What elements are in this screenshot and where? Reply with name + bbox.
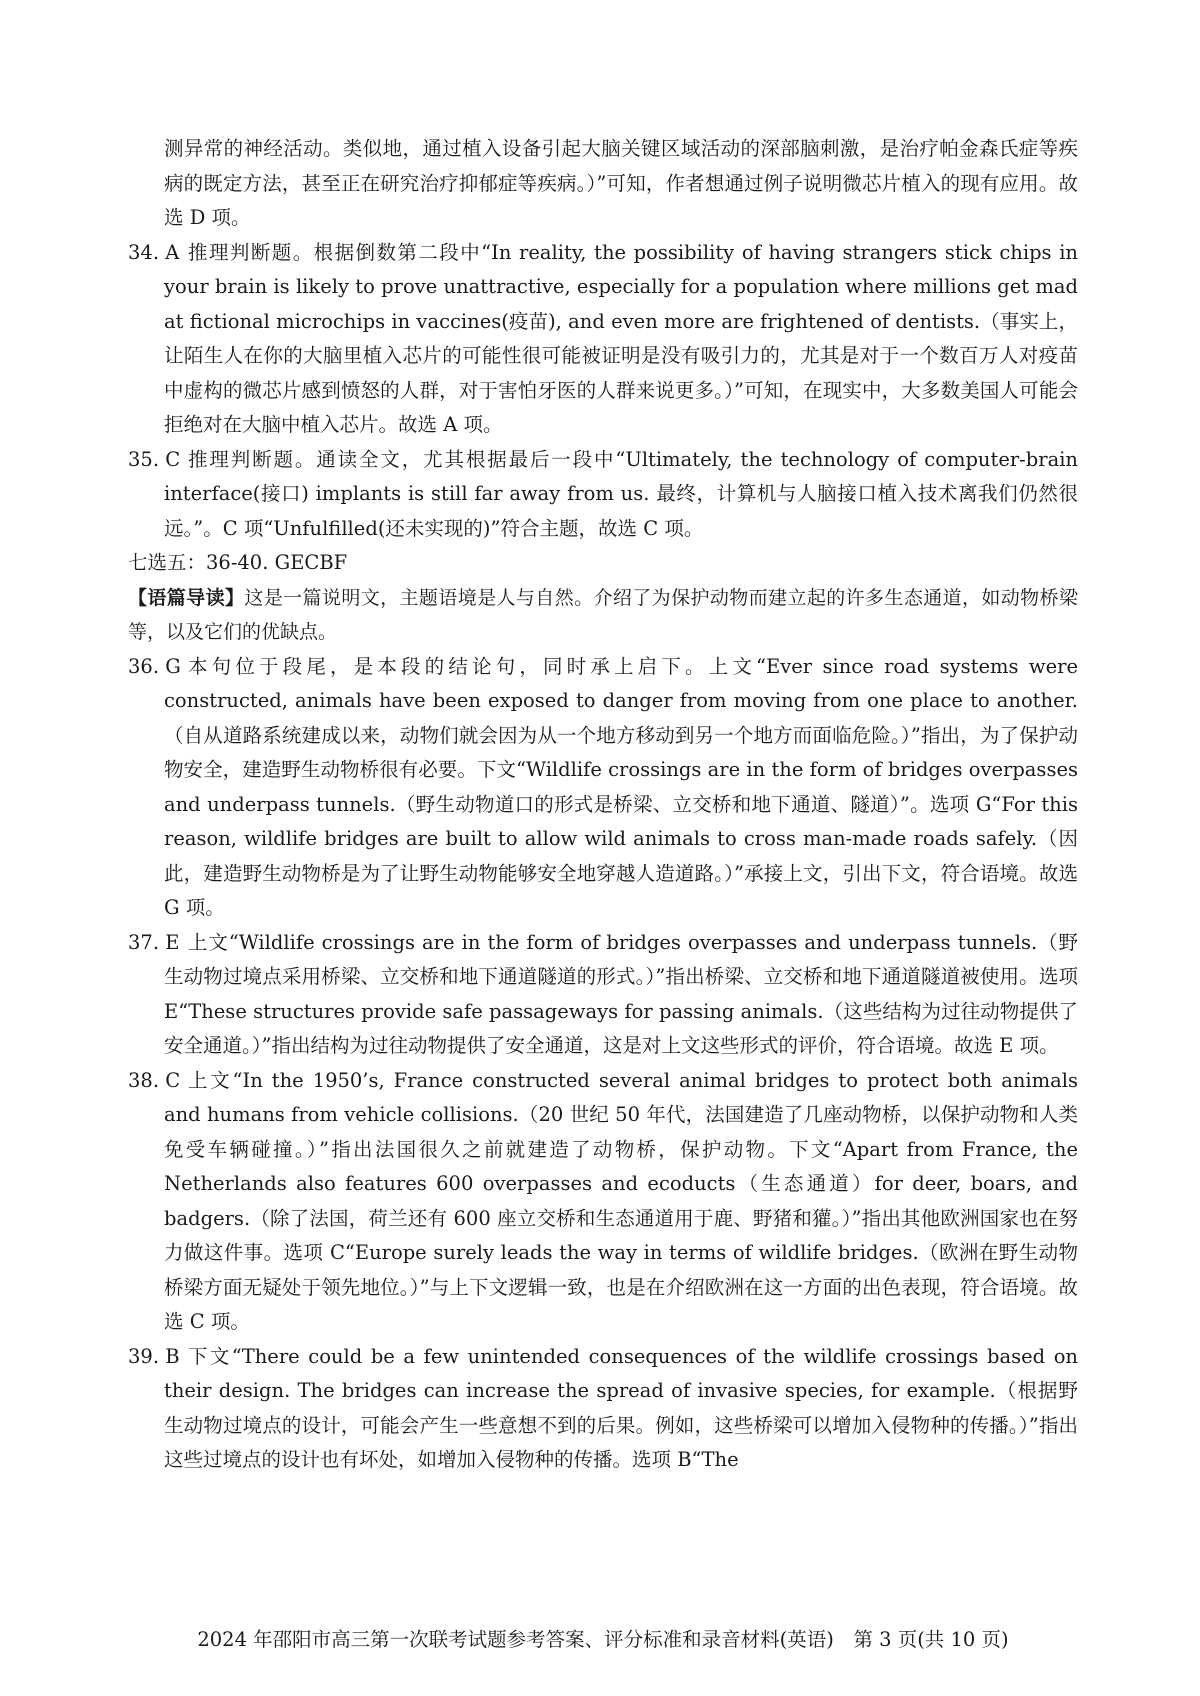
answer-number: 36. G [128,654,181,678]
answer-explanation: 上文“In the 1950’s, France constructed several animal bridges to protect both animals and humans from vehicle collisions.（20 世纪 50 年代，法国建造了几座动物桥，以保护动物和人类免受车辆碰撞。）”指出法国很久之前就建造了动物桥，保护动物。下文“Apart from France, the Netherlands also features 600 overpasses and ecoducts（生态通道）for deer, boars, and badgers.（除了法国，荷兰还有 600 座立交桥和生态通道用于鹿、野猪和獾。）”指出其他欧洲国家也在努力做这件事。选项 C“Europe surely leads the way in terms of wildlife bridges.（欧洲在野生动物桥梁方面无疑处于领先地位。）”与上下文逻辑一致，也是在介绍欧洲在这一方面的出色表现，符合语境。故选 C 项。 [164,1068,1078,1333]
answer-explanation: 本句位于段尾，是本段的结论句，同时承上启下。上文“Ever since road systems were constructed, animals have been exposed to danger from moving from one place to another.（自从道路系统建成以来，动物们就会因为从一个地方移动到另一个地方而面临危险。）”指出，为了保护动物安全，建造野生动物桥很有必要。下文“Wildlife crossings are in the form of bridges overpasses and underpass tunnels.（野生动物道口的形式是桥梁、立交桥和地下通道、隧道）”。选项 G“For this reason, wildlife bridges are built to allow wild animals to cross man-made roads safely.（因此，建造野生动物桥是为了让野生动物能够安全地穿越人造道路。）”承接上文，引出下文，符合语境。故选 G 项。 [164,654,1078,919]
guide-text: 这是一篇说明文，主题语境是人与自然。介绍了为保护动物而建立起的许多生态通道，如动物桥梁等，以及它们的优缺点。 [128,586,1078,643]
answer-number: 39. B [128,1344,180,1368]
answer-explanation: 下文“There could be a few unintended consequences of the wildlife crossings based on their design. The bridges can increase the spread of invasive species, for example.（根据野生动物过境点的设计，可能会产生一些意想不到的后果。例如，这些桥梁可以增加入侵物种的传播。）”指出这些过境点的设计也有坏处，如增加入侵物种的传播。选项 B“The [164,1344,1078,1471]
answer-item-38 [128,1064,1078,1340]
answer-item-36 [128,650,1078,926]
answer-item-34 [128,236,1078,443]
answer-number: 35. C [128,447,181,471]
answer-number: 34. A [128,240,180,264]
answer-number: 38. C [128,1068,181,1092]
answer-item-39 [128,1340,1078,1478]
answer-explanation: 推理判断题。根据倒数第二段中“In reality, the possibility of having strangers stick chips in your brain is likely to prove unattractive, especially for a population where millions get mad at fictional microchips in vaccines(疫苗), and even more are frightened of dentists.（事实上，让陌生人在你的大脑里植入芯片的可能性很可能被证明是没有吸引力的，尤其是对于一个数百万人对疫苗中虚构的微芯片感到愤怒的人群，对于害怕牙医的人群来说更多。）”可知，在现实中，大多数美国人可能会拒绝对在大脑中植入芯片。故选 A 项。 [164,240,1078,436]
passage-guide [128,581,1078,650]
section-title: 七选五：36-40. GECBF [128,551,348,574]
continued-explanation: 测异常的神经活动。类似地，通过植入设备引起大脑关键区域活动的深部脑刺激，是治疗帕金森氏症等疾病的既定方法，甚至正在研究治疗抑郁症等疾病。）”可知，作者想通过例子说明微芯片植入的现有应用。故选 D 项。 [164,137,1078,229]
page-content [128,132,1078,1478]
answer-item-35 [128,443,1078,547]
answer-explanation: 推理判断题。通读全文，尤其根据最后一段中“Ultimately, the technology of computer-brain interface(接口) implants is still far away from us. 最终，计算机与人脑接口植入技术离我们仍然很远。”。C 项“Unfulfilled(还未实现的)”符合主题，故选 C 项。 [164,447,1078,540]
page-footer: 2024 年邵阳市高三第一次联考试题参考答案、评分标准和录音材料(英语) 第 3 页(共 10 页) [197,1628,1009,1651]
answer-number: 37. E [128,930,180,954]
answer-explanation: 上文“Wildlife crossings are in the form of bridges overpasses and underpass tunnels.（野生动物过境点采用桥梁、立交桥和地下通道隧道的形式。）”指出桥梁、立交桥和地下通道隧道被使用。选项 E“These structures provide safe passageways for passing animals.（这些结构为过往动物提供了安全通道。）”指出结构为过往动物提供了安全通道，这是对上文这些形式的评价，符合语境。故选 E 项。 [164,930,1078,1057]
answer-item-37 [128,926,1078,1064]
guide-tag: 【语篇导读】 [128,586,245,609]
